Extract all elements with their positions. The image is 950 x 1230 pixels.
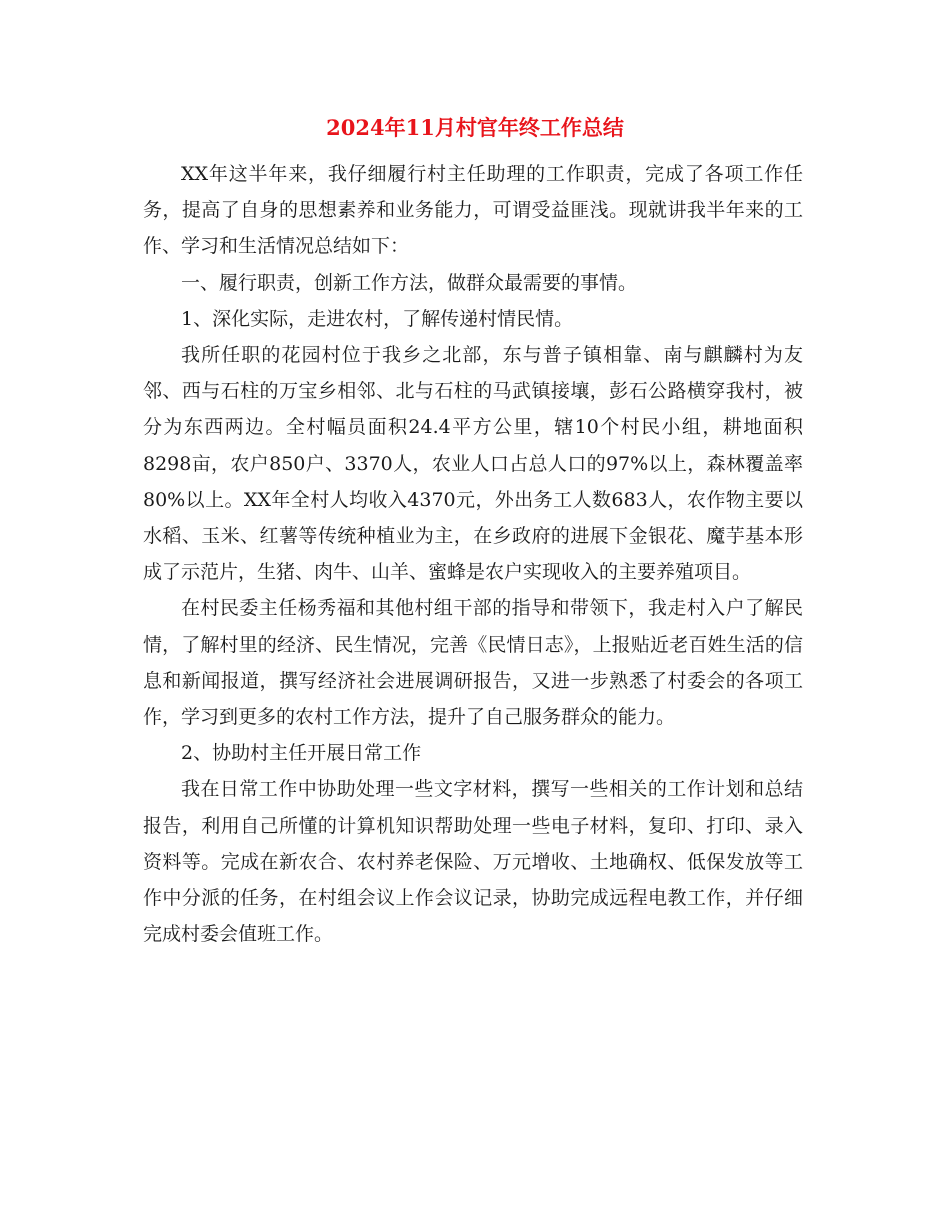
paragraph-field-work: 在村民委主任杨秀福和其他村组干部的指导和带领下，我走村入户了解民情，了解村里的经济、民生情况，完善《民情日志》，上报贴近老百姓生活的信息和新闻报道，撰写经济社会进展调研报告，又进一步熟悉了村委会的各项工作，学习到更多的农村工作方法，提升了自己服务群众的能力。 [143,597,803,729]
heading-subsection-1: 1、深化实际，走进农村，了解传递村情民情。 [181,307,574,330]
heading-subsection-2: 2、协助村主任开展日常工作 [181,742,422,765]
document-title: 2024年11月村官年终工作总结 [326,115,624,140]
heading-section-1: 一、履行职责，创新工作方法，做群众最需要的事情。 [181,271,638,294]
paragraph-daily-work: 我在日常工作中协助处理一些文字材料，撰写一些相关的工作计划和总结报告，利用自己所懂的计算机知识帮助处理一些电子材料，复印、打印、录入资料等。完成在新农合、农村养老保险、万元增收、土地确权、低保发放等工作中分派的任务，在村组会议上作会议记录，协助完成远程电教工作，并仔细完成村委会值班工作。 [143,778,803,946]
paragraph-village-profile: 我所任职的花园村位于我乡之北部，东与普子镇相靠、南与麒麟村为友邻、西与石柱的万宝乡相邻、北与石柱的马武镇接壤，彭石公路横穿我村，被分为东西两边。全村幅员面积24.4平方公里，辖10个村民小组，耕地面积8298亩，农户850户、3370人，农业人口占总人口的97%以上，森林覆盖率80%以上。XX年全村人均收入4370元，外出务工人数683人，农作物主要以水稻、玉米、红薯等传统种植业为主，在乡政府的进展下金银花、魔芋基本形成了示范片，生猪、肉牛、山羊、蜜蜂是农户实现收入的主要养殖项目。 [143,344,803,584]
document-body [143,156,803,952]
paragraph-intro: XX年这半年来，我仔细履行村主任助理的工作职责，完成了各项工作任务，提高了自身的思想素养和业务能力，可谓受益匪浅。现就讲我半年来的工作、学习和生活情况总结如下： [143,163,803,258]
